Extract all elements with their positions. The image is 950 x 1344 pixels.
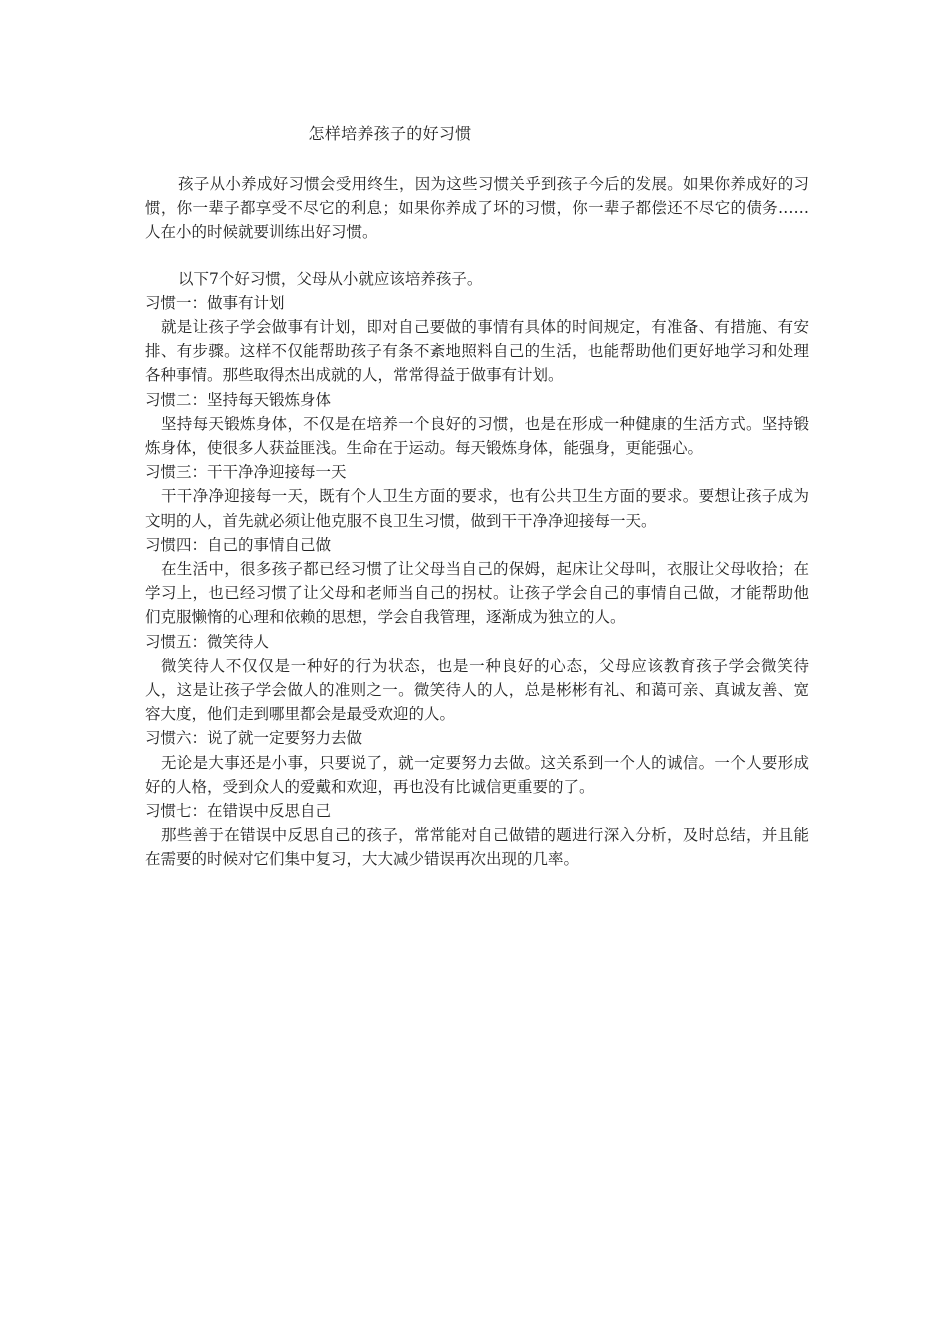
intro-paragraph: 孩子从小养成好习惯会受用终生，因为这些习惯关乎到孩子今后的发展。如果你养成好的习惯，你一辈子都享受不尽它的利息；如果你养成了坏的习惯，你一辈子都偿还不尽它的债务……人在小的时候就要训练出好习惯。 bbox=[145, 175, 809, 242]
habit-body-6: 无论是大事还是小事，只要说了，就一定要努力去做。这关系到一个人的诚信。一个人要形成好的人格，受到众人的爱戴和欢迎，再也没有比诚信更重要的了。 bbox=[145, 753, 809, 796]
document-title: 怎样培养孩子的好习惯 bbox=[308, 124, 472, 143]
habit-body-7: 那些善于在错误中反思自己的孩子，常常能对自己做错的题进行深入分析，及时总结，并且能在需要的时候对它们集中复习，大大减少错误再次出现的几率。 bbox=[145, 826, 809, 869]
habit-heading-1: 习惯一：做事有计划 bbox=[145, 293, 285, 312]
habit-heading-2: 习惯二：坚持每天锻炼身体 bbox=[145, 390, 332, 409]
habit-heading-5: 习惯五：微笑待人 bbox=[145, 632, 270, 651]
habit-heading-7: 习惯七：在错误中反思自己 bbox=[145, 802, 332, 821]
habit-body-5: 微笑待人不仅仅是一种好的行为状态，也是一种良好的心态，父母应该教育孩子学会微笑待人，这是让孩子学会做人的准则之一。微笑待人的人，总是彬彬有礼、和蔼可亲、真诚友善、宽容大度，他们走到哪里都会是最受欢迎的人。 bbox=[145, 656, 809, 724]
habit-heading-3: 习惯三：干干净净迎接每一天 bbox=[145, 463, 347, 482]
lead-paragraph: 以下7个好习惯，父母从小就应该培养孩子。 bbox=[178, 269, 483, 288]
habit-body-1: 就是让孩子学会做事有计划，即对自己要做的事情有具体的时间规定，有准备、有措施、有安排、有步骤。这样不仅能帮助孩子有条不紊地照料自己的生活，也能帮助他们更好地学习和处理各种事情。那些取得杰出成就的人，常常得益于做事有计划。 bbox=[145, 318, 809, 385]
habit-body-4: 在生活中，很多孩子都已经习惯了让父母当自己的保姆，起床让父母叫，衣服让父母收拾；在学习上，也已经习惯了让父母和老师当自己的拐杖。让孩子学会自己的事情自己做，才能帮助他们克服懒惰的心理和依赖的思想，学会自我管理，逐渐成为独立的人。 bbox=[145, 560, 809, 627]
paragraph-gap bbox=[145, 245, 809, 267]
habit-body-2: 坚持每天锻炼身体，不仅是在培养一个良好的习惯，也是在形成一种健康的生活方式。坚持锻炼身体，使很多人获益匪浅。生命在于运动。每天锻炼身体，能强身，更能强心。 bbox=[145, 414, 809, 458]
document-body bbox=[145, 172, 809, 872]
habit-body-3: 干干净净迎接每一天，既有个人卫生方面的要求，也有公共卫生方面的要求。要想让孩子成为文明的人，首先就必须让他克服不良卫生习惯，做到干干净净迎接每一天。 bbox=[145, 487, 809, 530]
habit-heading-4: 习惯四：自己的事情自己做 bbox=[145, 535, 332, 554]
habit-heading-6: 习惯六：说了就一定要努力去做 bbox=[145, 729, 363, 748]
